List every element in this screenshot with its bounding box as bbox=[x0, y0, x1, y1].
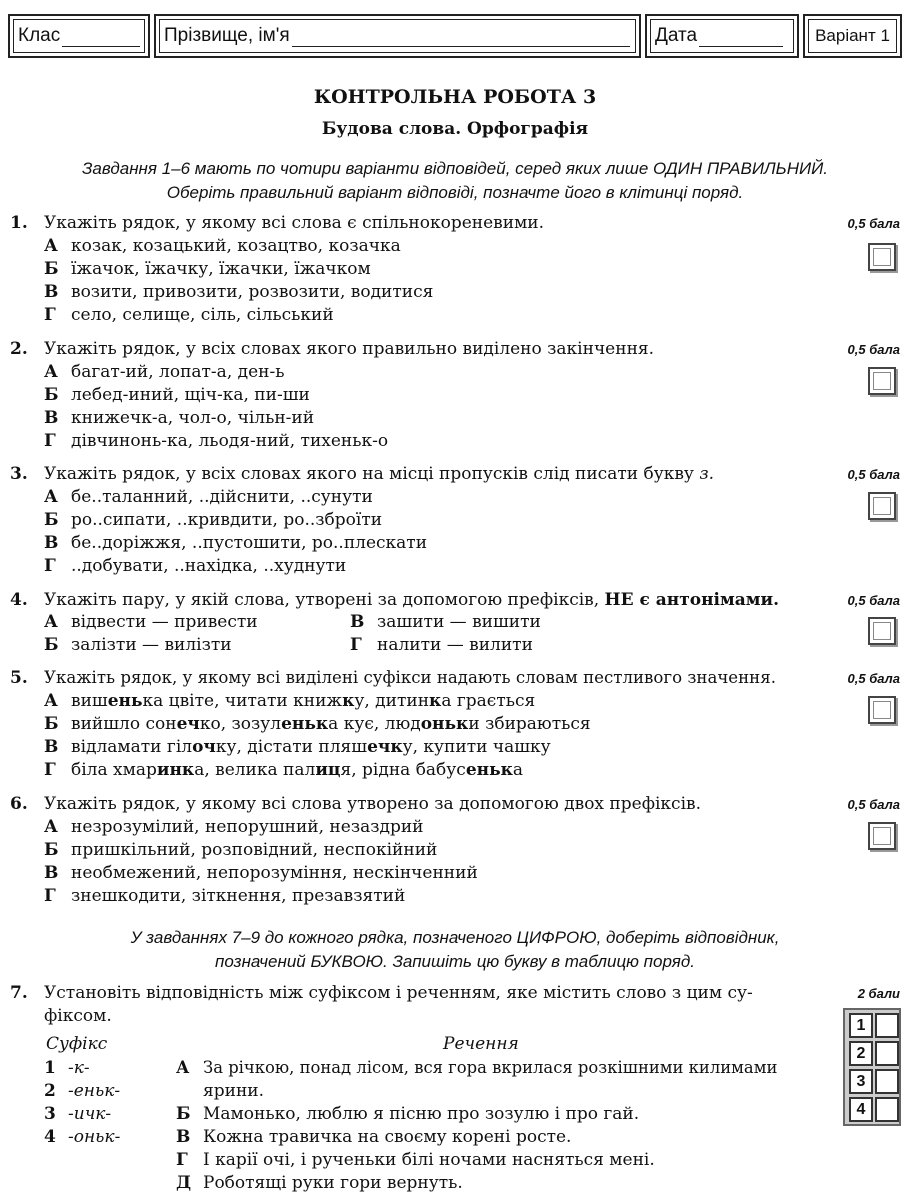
question-number: 3. bbox=[10, 464, 28, 484]
suffix-1: 1 -к- bbox=[44, 1058, 90, 1078]
class-input-line[interactable] bbox=[62, 26, 140, 47]
option-g: Г село, селище, сіль, сільський bbox=[44, 305, 334, 325]
question-number: 2. bbox=[10, 339, 28, 359]
option-v: В зашити — вишити bbox=[350, 612, 541, 632]
option-b: Б вийшло сонечко, зозуленька кує, людоньки збираються bbox=[44, 714, 591, 734]
suffix-3: 3 -ичк- bbox=[44, 1104, 112, 1124]
answer-checkbox[interactable] bbox=[868, 822, 896, 850]
sentence-v: В Кожна травичка на своєму корені росте. bbox=[176, 1127, 572, 1147]
option-a: А багат-ий, лопат-а, ден-ь bbox=[44, 362, 285, 382]
option-v: В необмежений, непорозуміння, нескінченний bbox=[44, 863, 478, 883]
sentence-b: Б Мамонько, люблю я пісню про зозулю і про гай. bbox=[176, 1104, 640, 1124]
points-label: 0,5 бала bbox=[847, 467, 900, 482]
grid-number-1: 1 bbox=[849, 1013, 873, 1038]
instruction-1 bbox=[0, 157, 910, 205]
answer-checkbox[interactable] bbox=[868, 617, 896, 645]
sentence-header: Речення bbox=[443, 1034, 519, 1054]
instruction-2-line2: позначений БУКВОЮ. Запишіть цю букву в таблицю поряд. bbox=[215, 952, 695, 971]
points-label: 0,5 бала bbox=[847, 671, 900, 686]
grid-number-3: 3 bbox=[849, 1069, 873, 1094]
question-number: 6. bbox=[10, 794, 28, 814]
instruction-2-line1: У завданнях 7–9 до кожного рядка, позначеного ЦИФРОЮ, доберіть відповідник, bbox=[130, 928, 780, 947]
answer-checkbox[interactable] bbox=[868, 492, 896, 520]
option-a: А незрозумілий, непорушний, незаздрий bbox=[44, 817, 424, 837]
question-number: 4. bbox=[10, 590, 28, 610]
question-number: 7. bbox=[10, 983, 28, 1003]
grid-number-4: 4 bbox=[849, 1097, 873, 1122]
instruction-1-line2: Оберіть правильний варіант відповіді, позначте його в клітинці поряд. bbox=[166, 183, 744, 202]
instruction-2 bbox=[0, 926, 910, 974]
option-a: А козак, козацький, козацтво, козачка bbox=[44, 236, 401, 256]
option-b: Б ро..сипати, ..кривдити, ро..зброїти bbox=[44, 510, 383, 530]
question-text-line1: Установіть відповідність між суфіксом і реченням, яке містить слово з цим су- bbox=[44, 983, 753, 1003]
sentence-a: А За річкою, понад лісом, вся гора вкрилася розкішними килимами bbox=[176, 1058, 778, 1077]
option-v: В бе..доріжжя, ..пустошити, ро..плескати bbox=[44, 533, 428, 553]
option-b: Б їжачок, їжачку, їжачки, їжачком bbox=[44, 259, 371, 279]
grid-answer-4[interactable] bbox=[875, 1097, 899, 1122]
variant-label: Варіант 1 bbox=[815, 26, 890, 45]
question-text-line2: фіксом. bbox=[44, 1006, 112, 1026]
points-label: 2 бали bbox=[857, 986, 900, 1001]
grid-number-2: 2 bbox=[849, 1041, 873, 1066]
answer-checkbox[interactable] bbox=[868, 243, 896, 271]
date-field[interactable] bbox=[645, 14, 799, 58]
points-label: 0,5 бала bbox=[847, 342, 900, 357]
question-text: Укажіть рядок, у всіх словах якого правильно виділено закінчення. bbox=[44, 339, 655, 359]
option-a: А відвести — привести bbox=[44, 612, 258, 632]
page-title: КОНТРОЛЬНА РОБОТА 3 bbox=[313, 86, 597, 108]
question-number: 1. bbox=[10, 213, 28, 233]
suffix-4: 4 -оньк- bbox=[44, 1127, 121, 1147]
option-v: В відламати гілочку, дістати пляшечку, купити чашку bbox=[44, 737, 551, 757]
option-b: Б лебед-иний, щіч-ка, пи-ши bbox=[44, 385, 310, 405]
option-v: В книжечк-а, чол-о, чільн-ий bbox=[44, 408, 315, 428]
answer-checkbox[interactable] bbox=[868, 367, 896, 395]
instruction-1-line1: Завдання 1–6 мають по чотири варіанти відповідей, серед яких лише ОДИН ПРАВИЛЬНИЙ. bbox=[81, 159, 829, 178]
suffix-header: Суфікс bbox=[46, 1034, 108, 1054]
option-g: Г біла хмаринка, велика палиця, рідна бабусенька bbox=[44, 760, 524, 780]
letter-z: з. bbox=[699, 464, 715, 484]
name-field[interactable] bbox=[154, 14, 641, 58]
points-label: 0,5 бала bbox=[847, 797, 900, 812]
class-field[interactable] bbox=[8, 14, 150, 58]
variant-box bbox=[803, 14, 902, 58]
option-a: А вишенька цвіте, читати книжку, дитинка грається bbox=[44, 691, 536, 711]
name-input-line[interactable] bbox=[292, 26, 630, 47]
question-text: Укажіть пару, у якій слова, утворені за допомогою префіксів, НЕ є антонімами. bbox=[44, 590, 780, 610]
date-input-line[interactable] bbox=[699, 26, 783, 47]
sentence-d: Д Роботящі руки гори вернуть. bbox=[176, 1173, 463, 1193]
option-v: В возити, привозити, розвозити, водитися bbox=[44, 282, 434, 302]
option-g: Г ..добувати, ..нахідка, ..худнути bbox=[44, 556, 347, 576]
question-text: Укажіть рядок, у якому всі виділені суфікси надають словам пестливого значення. bbox=[44, 668, 776, 687]
grid-answer-2[interactable] bbox=[875, 1041, 899, 1066]
option-b: Б пришкільний, розповідний, неспокійний bbox=[44, 840, 438, 860]
question-text: Укажіть рядок, у всіх словах якого на місці пропусків слід писати букву з. bbox=[44, 464, 715, 484]
answer-grid bbox=[843, 1008, 901, 1126]
name-label: Прізвище, ім'я bbox=[164, 25, 290, 46]
option-g: Г знешкодити, зіткнення, презавзятий bbox=[44, 886, 406, 906]
date-label: Дата bbox=[655, 25, 698, 46]
points-label: 0,5 бала bbox=[847, 593, 900, 608]
page-subtitle: Будова слова. Орфографія bbox=[321, 119, 589, 139]
class-label: Клас bbox=[18, 25, 61, 46]
suffix-2: 2 -еньк- bbox=[44, 1081, 121, 1101]
option-b: Б залізти — вилізти bbox=[44, 635, 232, 655]
question-text: Укажіть рядок, у якому всі слова утворено за допомогою двох префіксів. bbox=[44, 794, 701, 814]
answer-checkbox[interactable] bbox=[868, 696, 896, 724]
sentence-a-cont: ярини. bbox=[203, 1081, 265, 1101]
option-g: Г дівчинонь-ка, льодя-ний, тихеньк-о bbox=[44, 431, 389, 451]
grid-answer-1[interactable] bbox=[875, 1013, 899, 1038]
question-number: 5. bbox=[10, 668, 28, 688]
sentence-g: Г І карії очі, і рученьки білі ночами насняться мені. bbox=[176, 1150, 655, 1170]
question-text: Укажіть рядок, у якому всі слова є спільнокореневими. bbox=[44, 213, 545, 233]
grid-answer-3[interactable] bbox=[875, 1069, 899, 1094]
option-g: Г налити — вилити bbox=[350, 635, 533, 655]
option-a: А бе..таланний, ..дійснити, ..сунути bbox=[44, 487, 373, 507]
points-label: 0,5 бала bbox=[847, 216, 900, 231]
